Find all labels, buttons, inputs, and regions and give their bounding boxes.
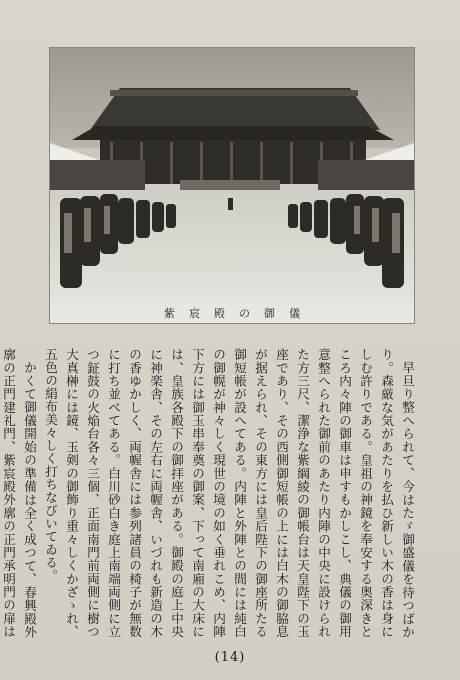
page-number: (14)	[214, 650, 246, 665]
photo-caption: 紫宸殿の御儀	[164, 307, 314, 320]
ceremony-photograph	[49, 47, 415, 324]
paragraph-1: 早旦り整へられて、今はたゞ御盛儀を待つばかり。森厳な気があたりを払ひ新しい木の香は身にしむ許りである。皇祖の神鏡を奉安する奥深きところ内々陣の御車は申すもかしこし、典儀の御用意整へられた御前のあたり内陣の中央に設けられた方三尺、潔浄な紫綱綾の御帳台は天皇陛下の玉座であり、その西側御短帳の上には白木の御脇息が据えられ、その東方には皇后陛下の御座所たる御短帳が設へてある。内陣と外陣との間には純白の御幌が神々しく現世の境の如く垂れこめ、内陣下方には御玉串奉奠の御案、下って南廂の大床には、皇族各殿下の御拝座がある。御殿の庭上中央に神楽舎、その左右に両幄舎、いづれも新造の木の香ゆかしく、両幄舎には参列諸員の椅子が無数に打ち並べてある。白川砂白き庭上南端両側に立つ鉦鼓の火焔台各々三個、正面南門前両側に樹つ大真榊には鏡、玉剣の御飾り重々しくかざゝれ、五色の絹布美々しく打ちなびいてゐる。	[43, 348, 415, 638]
vertical-body-text	[1, 348, 418, 638]
shishinden-hall-image	[50, 48, 414, 303]
paragraph-2: かくて御儀開始の準備は全く成つて、春興殿外廓の正門建礼門、紫宸殿外廓の正門承明門の扉は	[1, 348, 37, 638]
